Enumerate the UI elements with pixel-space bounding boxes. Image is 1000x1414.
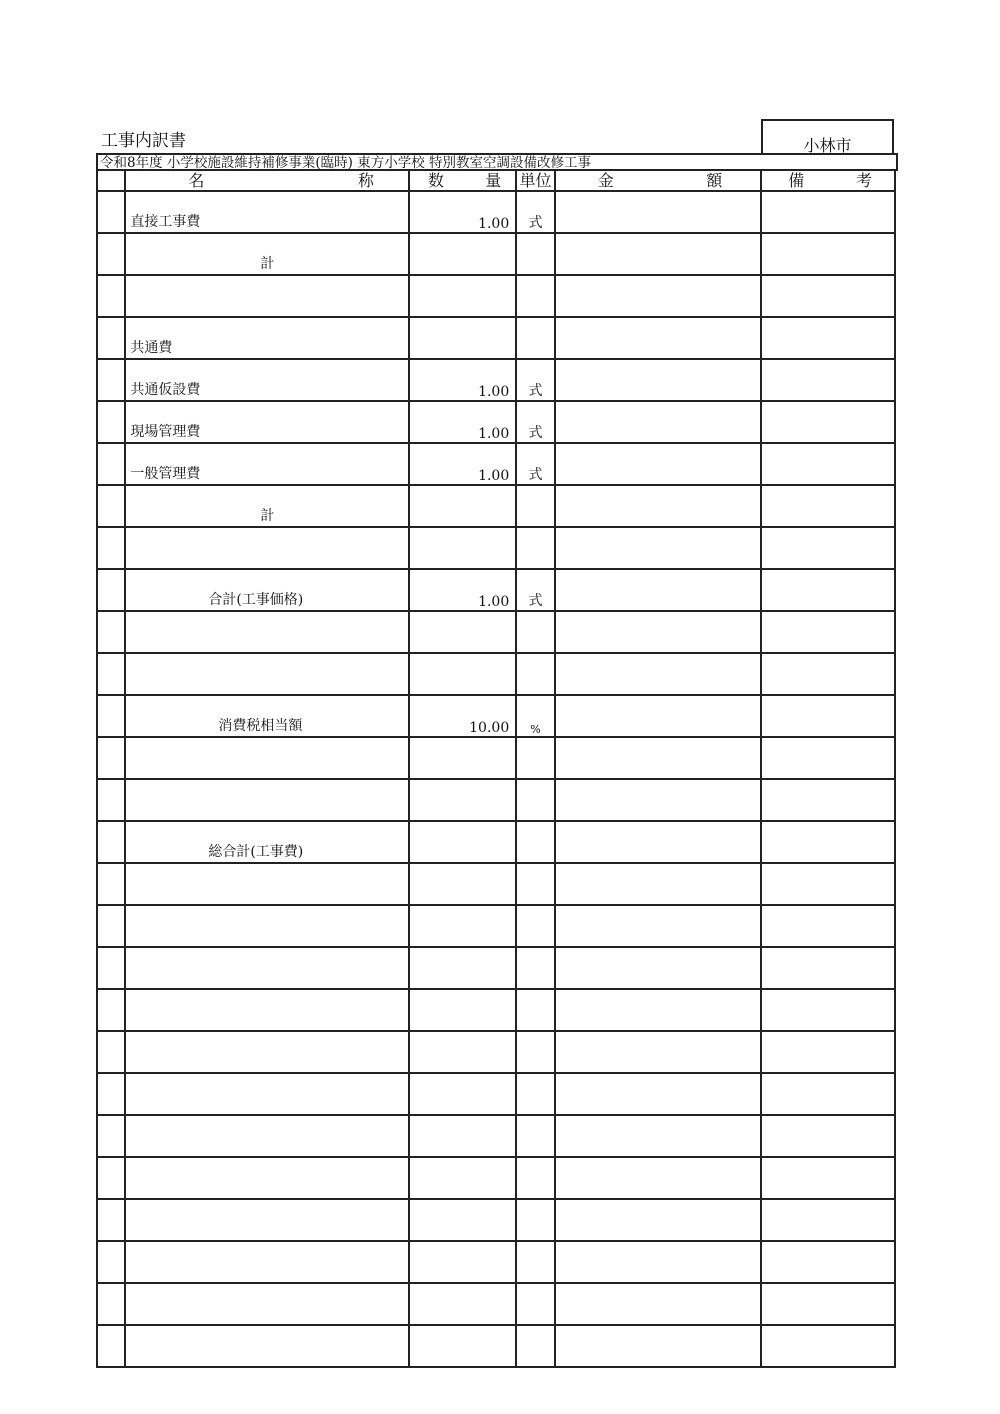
- quantity-cell: [409, 989, 516, 1031]
- unit-cell: %: [516, 695, 554, 737]
- table-row: [97, 1157, 895, 1199]
- amount-cell: [555, 1031, 762, 1073]
- row-number-cell: [97, 359, 125, 401]
- row-number-cell: [97, 779, 125, 821]
- unit-cell: 式: [516, 191, 554, 233]
- quantity-cell: 1.00: [409, 443, 516, 485]
- table-body: [97, 191, 895, 1367]
- table-row: [97, 905, 895, 947]
- amount-cell: [555, 233, 762, 275]
- quantity-cell: [409, 1283, 516, 1325]
- item-name-cell: 一般管理費: [125, 443, 409, 485]
- item-name-cell: [125, 611, 409, 653]
- quantity-cell: [409, 821, 516, 863]
- remarks-cell: [761, 695, 895, 737]
- amount-cell: [555, 737, 762, 779]
- table-row: [97, 275, 895, 317]
- quantity-cell: 1.00: [409, 359, 516, 401]
- remarks-cell: [761, 905, 895, 947]
- unit-cell: [516, 611, 554, 653]
- unit-cell: [516, 1199, 554, 1241]
- amount-cell: [555, 1283, 762, 1325]
- amount-cell: [555, 863, 762, 905]
- header-quantity: 数 量: [409, 170, 516, 191]
- amount-cell: [555, 401, 762, 443]
- unit-cell: [516, 1115, 554, 1157]
- item-name-cell: [125, 1157, 409, 1199]
- quantity-cell: [409, 905, 516, 947]
- unit-cell: [516, 275, 554, 317]
- item-name-cell: [125, 1283, 409, 1325]
- table-row: [97, 611, 895, 653]
- table-row: [97, 191, 895, 233]
- unit-cell: [516, 1031, 554, 1073]
- remarks-cell: [761, 1157, 895, 1199]
- remarks-cell: [761, 443, 895, 485]
- row-number-cell: [97, 443, 125, 485]
- remarks-cell: [761, 947, 895, 989]
- unit-cell: [516, 1325, 554, 1367]
- header-no: [97, 170, 125, 191]
- row-number-cell: [97, 317, 125, 359]
- amount-cell: [555, 1241, 762, 1283]
- remarks-cell: [761, 359, 895, 401]
- table-row: [97, 527, 895, 569]
- unit-cell: [516, 863, 554, 905]
- row-number-cell: [97, 569, 125, 611]
- remarks-cell: [761, 653, 895, 695]
- header-unit: 単位: [516, 170, 554, 191]
- quantity-cell: [409, 863, 516, 905]
- item-name-cell: [125, 1031, 409, 1073]
- quantity-cell: 1.00: [409, 569, 516, 611]
- remarks-cell: [761, 1115, 895, 1157]
- row-number-cell: [97, 527, 125, 569]
- remarks-cell: [761, 275, 895, 317]
- row-number-cell: [97, 695, 125, 737]
- item-name-cell: 総合計(工事費): [125, 821, 409, 863]
- amount-cell: [555, 275, 762, 317]
- row-number-cell: [97, 1073, 125, 1115]
- row-number-cell: [97, 1115, 125, 1157]
- table-row: [97, 989, 895, 1031]
- item-name-cell: [125, 737, 409, 779]
- remarks-cell: [761, 191, 895, 233]
- amount-cell: [555, 485, 762, 527]
- quantity-cell: [409, 653, 516, 695]
- item-name-cell: [125, 1115, 409, 1157]
- unit-cell: [516, 1073, 554, 1115]
- city-label: 小林市: [803, 136, 852, 155]
- row-number-cell: [97, 821, 125, 863]
- table-row: [97, 653, 895, 695]
- remarks-cell: [761, 317, 895, 359]
- header-amount: 金 額: [555, 170, 762, 191]
- remarks-cell: [761, 611, 895, 653]
- row-number-cell: [97, 653, 125, 695]
- item-name-cell: 直接工事費: [125, 191, 409, 233]
- amount-cell: [555, 821, 762, 863]
- item-name-cell: [125, 905, 409, 947]
- item-name-cell: 計: [125, 485, 409, 527]
- amount-cell: [555, 989, 762, 1031]
- quantity-cell: [409, 947, 516, 989]
- quantity-cell: [409, 1241, 516, 1283]
- amount-cell: [555, 611, 762, 653]
- row-number-cell: [97, 1325, 125, 1367]
- amount-cell: [555, 191, 762, 233]
- item-name-cell: [125, 1241, 409, 1283]
- amount-cell: [555, 947, 762, 989]
- remarks-cell: [761, 989, 895, 1031]
- item-name-cell: [125, 527, 409, 569]
- item-name-cell: [125, 1325, 409, 1367]
- item-name-cell: [125, 1199, 409, 1241]
- remarks-cell: [761, 863, 895, 905]
- unit-cell: 式: [516, 569, 554, 611]
- item-name-cell: [125, 1073, 409, 1115]
- quantity-cell: [409, 1199, 516, 1241]
- table-row: [97, 779, 895, 821]
- remarks-cell: [761, 1283, 895, 1325]
- row-number-cell: [97, 1199, 125, 1241]
- remarks-cell: [761, 233, 895, 275]
- remarks-cell: [761, 1031, 895, 1073]
- table-row: [97, 1283, 895, 1325]
- table-row: [97, 821, 895, 863]
- unit-cell: [516, 1157, 554, 1199]
- amount-cell: [555, 1115, 762, 1157]
- row-number-cell: [97, 905, 125, 947]
- remarks-cell: [761, 779, 895, 821]
- row-number-cell: [97, 485, 125, 527]
- table-row: [97, 569, 895, 611]
- unit-cell: [516, 779, 554, 821]
- amount-cell: [555, 527, 762, 569]
- unit-cell: [516, 905, 554, 947]
- quantity-cell: [409, 485, 516, 527]
- row-number-cell: [97, 737, 125, 779]
- row-number-cell: [97, 989, 125, 1031]
- table-row: [97, 863, 895, 905]
- unit-cell: [516, 1283, 554, 1325]
- row-number-cell: [97, 1283, 125, 1325]
- table-row: [97, 1325, 895, 1367]
- item-name-cell: 合計(工事価格): [125, 569, 409, 611]
- remarks-cell: [761, 1073, 895, 1115]
- row-number-cell: [97, 1241, 125, 1283]
- header-row: [97, 170, 895, 191]
- table-row: [97, 1031, 895, 1073]
- row-number-cell: [97, 275, 125, 317]
- row-number-cell: [97, 191, 125, 233]
- item-name-cell: [125, 947, 409, 989]
- quantity-cell: [409, 737, 516, 779]
- item-name-cell: 共通費: [125, 317, 409, 359]
- header-name: 名 称: [125, 170, 409, 191]
- city-box: [761, 119, 894, 153]
- unit-cell: [516, 527, 554, 569]
- quantity-cell: [409, 1073, 516, 1115]
- item-name-cell: [125, 989, 409, 1031]
- unit-cell: [516, 1241, 554, 1283]
- row-number-cell: [97, 401, 125, 443]
- row-number-cell: [97, 611, 125, 653]
- row-number-cell: [97, 1157, 125, 1199]
- item-name-cell: [125, 863, 409, 905]
- remarks-cell: [761, 737, 895, 779]
- unit-cell: [516, 233, 554, 275]
- amount-cell: [555, 1157, 762, 1199]
- unit-cell: [516, 821, 554, 863]
- breakdown-table: [96, 169, 896, 1368]
- quantity-cell: [409, 1115, 516, 1157]
- remarks-cell: [761, 527, 895, 569]
- amount-cell: [555, 359, 762, 401]
- amount-cell: [555, 653, 762, 695]
- quantity-cell: [409, 233, 516, 275]
- unit-cell: [516, 653, 554, 695]
- table-row: [97, 1115, 895, 1157]
- remarks-cell: [761, 821, 895, 863]
- quantity-cell: [409, 779, 516, 821]
- table-row: [97, 233, 895, 275]
- table-row: [97, 443, 895, 485]
- unit-cell: [516, 737, 554, 779]
- quantity-cell: [409, 1325, 516, 1367]
- quantity-cell: [409, 275, 516, 317]
- remarks-cell: [761, 485, 895, 527]
- unit-cell: 式: [516, 359, 554, 401]
- unit-cell: [516, 317, 554, 359]
- amount-cell: [555, 695, 762, 737]
- quantity-cell: [409, 1031, 516, 1073]
- remarks-cell: [761, 1199, 895, 1241]
- item-name-cell: 計: [125, 233, 409, 275]
- row-number-cell: [97, 947, 125, 989]
- unit-cell: 式: [516, 443, 554, 485]
- remarks-cell: [761, 1241, 895, 1283]
- quantity-cell: [409, 527, 516, 569]
- unit-cell: [516, 485, 554, 527]
- remarks-cell: [761, 569, 895, 611]
- quantity-cell: [409, 317, 516, 359]
- quantity-cell: 1.00: [409, 191, 516, 233]
- unit-cell: [516, 989, 554, 1031]
- amount-cell: [555, 1073, 762, 1115]
- table-row: [97, 485, 895, 527]
- amount-cell: [555, 905, 762, 947]
- amount-cell: [555, 779, 762, 821]
- amount-cell: [555, 443, 762, 485]
- row-number-cell: [97, 233, 125, 275]
- unit-cell: [516, 947, 554, 989]
- table-row: [97, 737, 895, 779]
- table-row: [97, 1199, 895, 1241]
- table-row: [97, 359, 895, 401]
- unit-cell: 式: [516, 401, 554, 443]
- table-row: [97, 947, 895, 989]
- item-name-cell: 現場管理費: [125, 401, 409, 443]
- table-row: [97, 401, 895, 443]
- item-name-cell: 共通仮設費: [125, 359, 409, 401]
- table-row: [97, 1241, 895, 1283]
- remarks-cell: [761, 1325, 895, 1367]
- document-title: 工事内訳書: [101, 131, 186, 151]
- amount-cell: [555, 569, 762, 611]
- amount-cell: [555, 317, 762, 359]
- header-remarks: 備 考: [761, 170, 895, 191]
- item-name-cell: [125, 275, 409, 317]
- remarks-cell: [761, 401, 895, 443]
- quantity-cell: [409, 611, 516, 653]
- amount-cell: [555, 1325, 762, 1367]
- amount-cell: [555, 1199, 762, 1241]
- item-name-cell: [125, 653, 409, 695]
- item-name-cell: [125, 779, 409, 821]
- project-name: 令和8年度 小学校施設維持補修事業(臨時) 東方小学校 特別教室空調設備改修工事: [100, 155, 591, 171]
- row-number-cell: [97, 863, 125, 905]
- quantity-cell: [409, 1157, 516, 1199]
- quantity-cell: 10.00: [409, 695, 516, 737]
- table-row: [97, 317, 895, 359]
- quantity-cell: 1.00: [409, 401, 516, 443]
- table-row: [97, 695, 895, 737]
- table-row: [97, 1073, 895, 1115]
- item-name-cell: 消費税相当額: [125, 695, 409, 737]
- row-number-cell: [97, 1031, 125, 1073]
